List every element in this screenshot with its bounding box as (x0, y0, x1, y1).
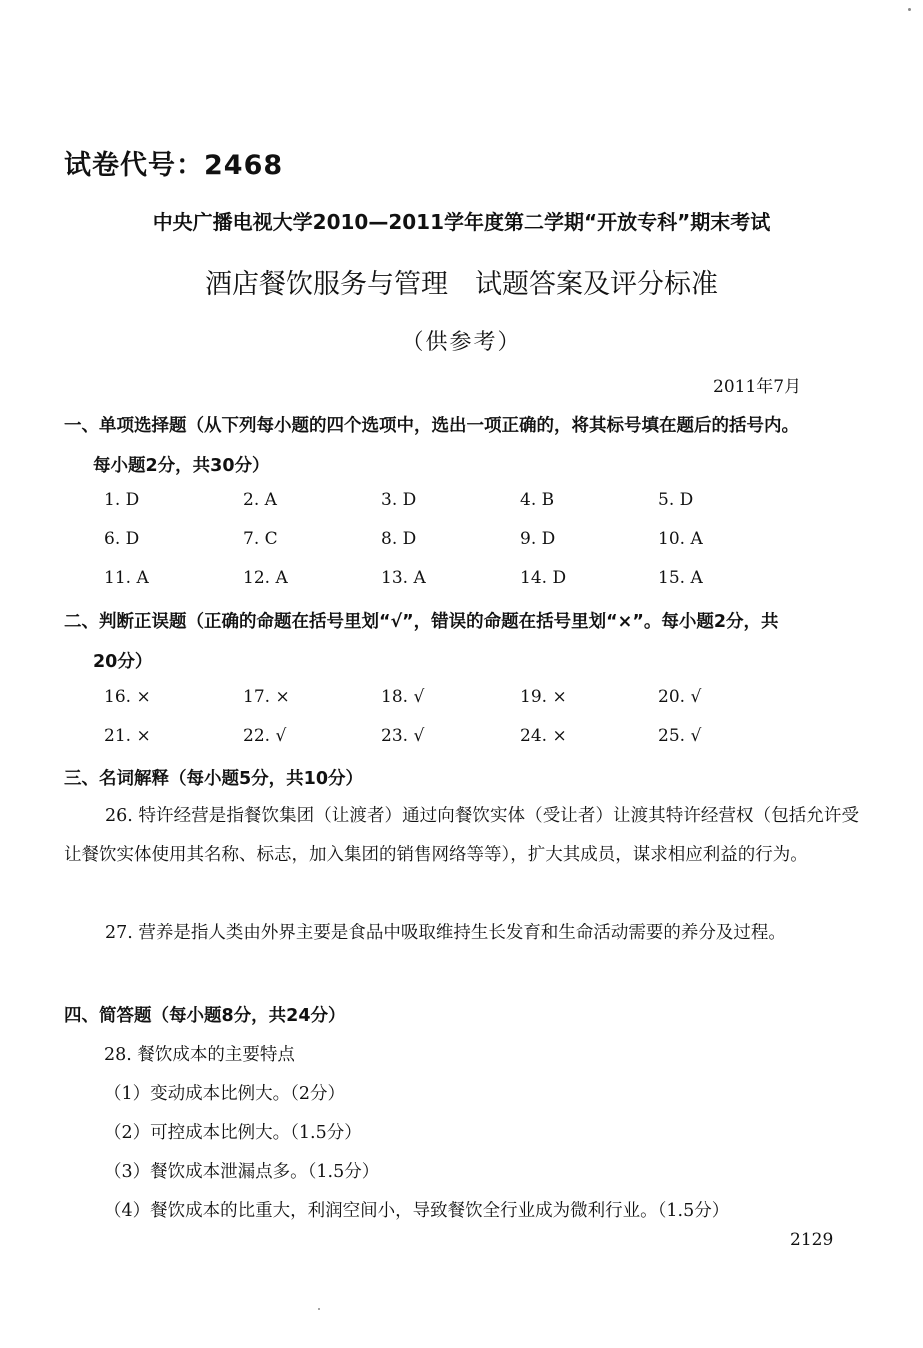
question-28-title: 28. 餐饮成本的主要特点 (104, 1045, 295, 1065)
answer-item: 9. D (520, 529, 556, 549)
page-number: 2129 (790, 1230, 834, 1250)
exam-date: 2011年7月 (713, 377, 802, 397)
list-item: （1）变动成本比例大。（2分） (104, 1084, 346, 1104)
section2-heading: 二、判断正误题（正确的命题在括号里划“√”，错误的命题在括号里划“×”。每小题2分，共 (64, 612, 779, 632)
answer-item: 19. × (520, 687, 567, 707)
answer-item: 13. A (381, 568, 426, 588)
answer-item: 11. A (104, 568, 149, 588)
section4-heading: 四、简答题（每小题8分，共24分） (64, 1006, 346, 1026)
answer-item: 4. B (520, 490, 555, 510)
answer-item: 15. A (658, 568, 703, 588)
answer-item: 5. D (658, 490, 694, 510)
answer-item: 20. √ (658, 687, 702, 707)
answer-item: 18. √ (381, 687, 425, 707)
answer-item: 2. A (243, 490, 277, 510)
answer-paragraph-27: 27. 营养是指人类由外界主要是食品中吸取维持生长发育和生命活动需要的养分及过程。 (105, 923, 786, 943)
exam-header: 中央广播电视大学2010—2011学年度第二学期“开放专科”期末考试 (152, 210, 771, 234)
answer-item: 6. D (104, 529, 140, 549)
answer-item: 25. √ (658, 726, 702, 746)
answer-item: 22. √ (243, 726, 287, 746)
answer-item: 17. × (243, 687, 290, 707)
list-item: （2）可控成本比例大。（1.5分） (104, 1123, 362, 1143)
section1-heading-cont: 每小题2分，共30分） (93, 456, 270, 476)
answer-item: 7. C (243, 529, 278, 549)
answer-item: 24. × (520, 726, 567, 746)
answer-item: 21. × (104, 726, 151, 746)
section2-heading-cont: 20分） (93, 652, 153, 672)
answer-item: 16. × (104, 687, 151, 707)
paper-code: 试卷代号：2468 (64, 150, 284, 181)
answer-item: 14. D (520, 568, 567, 588)
answer-item: 3. D (381, 490, 417, 510)
scan-speck (908, 8, 911, 11)
answer-item: 8. D (381, 529, 417, 549)
answer-item: 12. A (243, 568, 288, 588)
scan-speck (318, 1308, 320, 1310)
list-item: （4）餐饮成本的比重大，利润空间小，导致餐饮全行业成为微利行业。（1.5分） (104, 1201, 730, 1221)
answer-item: 1. D (104, 490, 140, 510)
answer-item: 10. A (658, 529, 703, 549)
answer-paragraph-26: 26. 特许经营是指餐饮集团（让渡者）通过向餐饮实体（受让者）让渡其特许经营权（包括允许受让餐饮实体使用其名称、标志，加入集团的销售网络等等），扩大其成员，谋求相应利益的行为。 (64, 806, 859, 865)
list-item: （3）餐饮成本泄漏点多。（1.5分） (104, 1162, 380, 1182)
answer-item: 23. √ (381, 726, 425, 746)
section1-heading: 一、单项选择题（从下列每小题的四个选项中，选出一项正确的，将其标号填在题后的括号内。 (64, 416, 799, 436)
page-title: 酒店餐饮服务与管理 试题答案及评分标准 (205, 269, 718, 300)
section3-heading: 三、名词解释（每小题5分，共10分） (64, 769, 364, 789)
page-subtitle: （供参考） (401, 330, 522, 355)
